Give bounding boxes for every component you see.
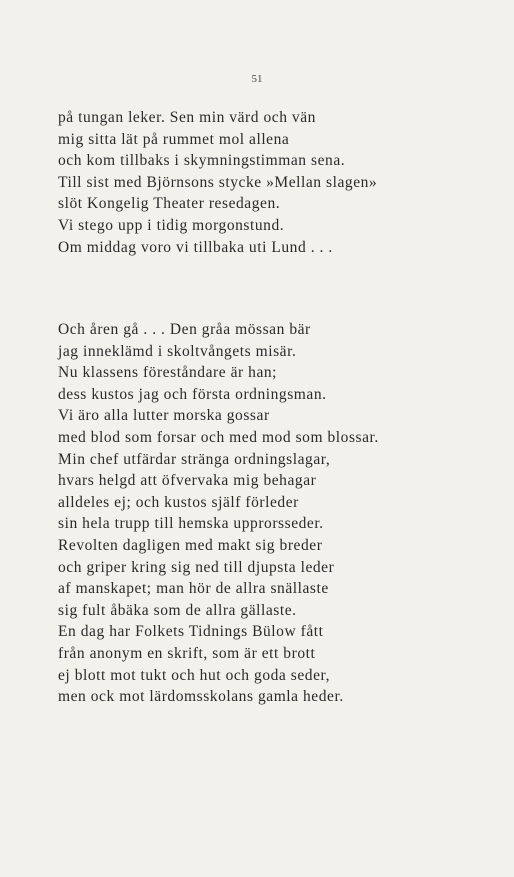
verse-line: Nu klassens föreståndare är han; xyxy=(58,364,278,382)
verse-line: Om middag voro vi tillbaka uti Lund . . . xyxy=(58,238,333,256)
verse-line: hvars helgd att öfvervaka mig behagar xyxy=(58,472,317,490)
verse-line: slöt Kongelig Theater resedagen. xyxy=(58,195,281,213)
verse-line: En dag har Folkets Tidnings Bülow fått xyxy=(58,623,324,641)
verse-line: ej blott mot tukt och hut och goda seder, xyxy=(58,666,331,684)
verse-line: med blod som forsar och med mod som blossar. xyxy=(58,428,379,446)
verse-line: sig fult åbäka som de allra gällaste. xyxy=(58,601,297,619)
verse-line: alldeles ej; och kustos själf förleder xyxy=(58,493,299,511)
verse-line: dess kustos jag och första ordningsman. xyxy=(58,385,327,403)
verse-line: från anonym en skrift, som är ett brott xyxy=(58,644,316,662)
verse-line: och griper kring sig ned till djupsta leder xyxy=(58,558,335,576)
page-number: 51 xyxy=(251,73,263,85)
verse-line: men ock mot lärdomsskolans gamla heder. xyxy=(58,688,344,706)
verse-line: Och åren gå . . . Den gråa mössan bär xyxy=(58,321,311,338)
verse-line: jag inneklämd i skoltvångets misär. xyxy=(58,342,297,360)
verse-line: Revolten dagligen med makt sig breder xyxy=(58,536,323,554)
stanza-2 xyxy=(58,319,379,708)
verse-line: af manskapet; man hör de allra snällaste xyxy=(58,580,329,598)
stanza-1 xyxy=(58,107,377,258)
verse-line: Min chef utfärdar stränga ordningslagar, xyxy=(58,450,331,468)
verse-line: Till sist med Björnsons stycke »Mellan slagen» xyxy=(58,173,378,191)
verse-line: och kom tillbaks i skymningstimman sena. xyxy=(58,152,346,170)
verse-line: Vi äro alla lutter morska gossar xyxy=(58,407,270,425)
verse-line: Vi stego upp i tidig morgonstund. xyxy=(58,216,285,234)
verse-line: mig sitta lät på rummet mol allena xyxy=(58,130,290,148)
verse-line: sin hela trupp till hemska upprorsseder. xyxy=(58,515,324,533)
verse-line: på tungan leker. Sen min värd och vän xyxy=(58,109,316,126)
